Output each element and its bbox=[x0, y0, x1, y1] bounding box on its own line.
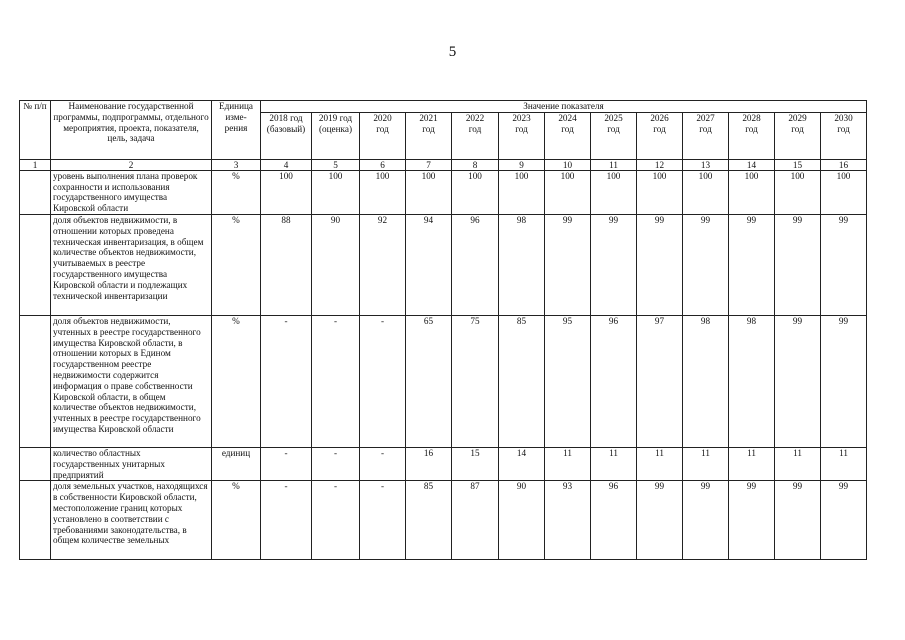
page-number: 5 bbox=[448, 44, 457, 60]
header-year bbox=[637, 112, 683, 159]
header-year bbox=[312, 112, 360, 159]
header-year-line: год bbox=[837, 123, 850, 134]
indicator-value: 87 bbox=[452, 481, 499, 560]
indicator-value: 99 bbox=[775, 315, 821, 447]
header-year-line: год bbox=[791, 123, 804, 134]
indicator-value: - bbox=[261, 447, 312, 480]
header-unit: Единица изме-рения bbox=[212, 101, 261, 160]
indicator-value: 11 bbox=[591, 447, 637, 480]
header-year-line: 2019 год bbox=[318, 112, 353, 123]
indicator-value: 95 bbox=[545, 315, 591, 447]
indicator-value: 88 bbox=[261, 214, 312, 315]
indicator-value: 100 bbox=[637, 170, 683, 214]
indicator-unit: % bbox=[212, 315, 261, 447]
indicator-value: 100 bbox=[775, 170, 821, 214]
header-year-line: 2021 bbox=[419, 112, 438, 123]
header-year bbox=[499, 112, 545, 159]
indicator-unit: % bbox=[212, 214, 261, 315]
indicator-value: 85 bbox=[406, 481, 452, 560]
header-year bbox=[775, 112, 821, 159]
column-number: 10 bbox=[545, 159, 591, 170]
indicator-value: 100 bbox=[591, 170, 637, 214]
indicator-value: 90 bbox=[499, 481, 545, 560]
indicator-value: 100 bbox=[499, 170, 545, 214]
header-year-line: 2023 bbox=[512, 112, 531, 123]
table-header bbox=[20, 101, 867, 160]
indicator-value: 100 bbox=[261, 170, 312, 214]
table-row bbox=[20, 214, 867, 315]
indicator-value: 99 bbox=[637, 481, 683, 560]
header-year-line: год bbox=[561, 123, 574, 134]
header-year bbox=[360, 112, 406, 159]
indicator-name: уровень выполнения плана проверок сохранности и использования государственного имущества Кировской области bbox=[51, 170, 212, 214]
indicator-value: 100 bbox=[545, 170, 591, 214]
indicator-value: 96 bbox=[591, 481, 637, 560]
header-year-line: 2027 bbox=[696, 112, 715, 123]
indicator-value: 75 bbox=[452, 315, 499, 447]
indicator-value: - bbox=[261, 315, 312, 447]
header-year-line: 2018 год bbox=[269, 112, 303, 123]
indicator-value: 11 bbox=[637, 447, 683, 480]
table-body bbox=[20, 159, 867, 560]
header-number: № п/п bbox=[20, 101, 51, 160]
indicator-value: 85 bbox=[499, 315, 545, 447]
indicator-value: 16 bbox=[406, 447, 452, 480]
indicator-name: доля объектов недвижимости, в отношении которых проведена техническая инвентаризация, в общем количестве объектов недвижимости, учитываемых в реестре государственного имущества Кировской области и подлежащих технической инвентаризации bbox=[51, 214, 212, 315]
header-year-line: год bbox=[422, 123, 435, 134]
indicator-value: 94 bbox=[406, 214, 452, 315]
indicator-value: 99 bbox=[683, 481, 729, 560]
row-index-cell bbox=[20, 315, 51, 447]
column-number: 1 bbox=[20, 159, 51, 170]
header-year-line: 2029 bbox=[788, 112, 807, 123]
indicator-value: 100 bbox=[360, 170, 406, 214]
indicator-value: 14 bbox=[499, 447, 545, 480]
indicator-value: 92 bbox=[360, 214, 406, 315]
column-numbers-row bbox=[20, 159, 867, 170]
indicator-value: 11 bbox=[545, 447, 591, 480]
indicator-value: 100 bbox=[452, 170, 499, 214]
indicator-value: 90 bbox=[312, 214, 360, 315]
table-row bbox=[20, 315, 867, 447]
column-number: 2 bbox=[51, 159, 212, 170]
indicator-value: - bbox=[360, 447, 406, 480]
header-year-line: год bbox=[468, 123, 482, 134]
column-number: 6 bbox=[360, 159, 406, 170]
column-number: 12 bbox=[637, 159, 683, 170]
header-year-line: (базовый) bbox=[266, 123, 306, 134]
header-year-line: 2020 bbox=[373, 112, 392, 123]
header-year-line: год bbox=[515, 123, 528, 134]
header-name: Наименование государственной программы, подпрограммы, отдельного мероприятия, проекта, показателя, цель, задача bbox=[51, 101, 212, 160]
indicator-value: 98 bbox=[499, 214, 545, 315]
indicator-value: - bbox=[360, 315, 406, 447]
header-year-line: 2028 bbox=[742, 112, 761, 123]
header-year-line: 2025 bbox=[604, 112, 623, 123]
row-index-cell bbox=[20, 447, 51, 480]
header-year-line: (оценка) bbox=[318, 123, 353, 134]
indicator-value: 11 bbox=[729, 447, 775, 480]
header-year-line: 2030 bbox=[834, 112, 853, 123]
column-number: 13 bbox=[683, 159, 729, 170]
header-year bbox=[545, 112, 591, 159]
indicator-value: 11 bbox=[821, 447, 867, 480]
indicator-value: - bbox=[261, 481, 312, 560]
indicator-unit: единиц bbox=[212, 447, 261, 480]
indicator-unit: % bbox=[212, 481, 261, 560]
indicator-value: 97 bbox=[637, 315, 683, 447]
header-year bbox=[683, 112, 729, 159]
table-row bbox=[20, 170, 867, 214]
column-number: 11 bbox=[591, 159, 637, 170]
indicator-value: 93 bbox=[545, 481, 591, 560]
indicator-value: 98 bbox=[729, 315, 775, 447]
table-row bbox=[20, 481, 867, 560]
header-year bbox=[406, 112, 452, 159]
column-number: 16 bbox=[821, 159, 867, 170]
header-year-line: год bbox=[745, 123, 758, 134]
indicator-value: 100 bbox=[406, 170, 452, 214]
indicator-value: 99 bbox=[821, 214, 867, 315]
indicator-value: 11 bbox=[775, 447, 821, 480]
indicator-value: 15 bbox=[452, 447, 499, 480]
column-number: 8 bbox=[452, 159, 499, 170]
indicator-value: 96 bbox=[591, 315, 637, 447]
header-values: Значение показателя bbox=[261, 101, 867, 113]
column-number: 7 bbox=[406, 159, 452, 170]
header-year-line: год bbox=[653, 123, 666, 134]
indicator-value: 99 bbox=[821, 315, 867, 447]
indicator-value: 100 bbox=[729, 170, 775, 214]
header-year-line: 2024 bbox=[558, 112, 577, 123]
indicator-value: - bbox=[360, 481, 406, 560]
table-row bbox=[20, 447, 867, 480]
column-number: 15 bbox=[775, 159, 821, 170]
indicator-value: 11 bbox=[683, 447, 729, 480]
indicator-value: 65 bbox=[406, 315, 452, 447]
indicator-value: - bbox=[312, 447, 360, 480]
indicator-value: 99 bbox=[545, 214, 591, 315]
header-year bbox=[821, 112, 867, 159]
indicator-value: 99 bbox=[729, 214, 775, 315]
indicator-value: 96 bbox=[452, 214, 499, 315]
indicator-value: 100 bbox=[821, 170, 867, 214]
header-year bbox=[452, 112, 499, 159]
indicator-value: 99 bbox=[637, 214, 683, 315]
column-number: 9 bbox=[499, 159, 545, 170]
indicator-value: 98 bbox=[683, 315, 729, 447]
header-year bbox=[591, 112, 637, 159]
indicator-value: - bbox=[312, 481, 360, 560]
indicator-value: 99 bbox=[683, 214, 729, 315]
indicator-value: 100 bbox=[683, 170, 729, 214]
header-year-line: 2022 bbox=[465, 112, 485, 123]
row-index-cell bbox=[20, 170, 51, 214]
header-year-line: год bbox=[607, 123, 620, 134]
indicators-table bbox=[19, 100, 867, 560]
column-number: 14 bbox=[729, 159, 775, 170]
header-year-line: год bbox=[376, 123, 389, 134]
header-year bbox=[729, 112, 775, 159]
indicator-unit: % bbox=[212, 170, 261, 214]
header-year bbox=[261, 112, 312, 159]
indicator-name: доля объектов недвижимости, учтенных в реестре государственного имущества Кировской области, в отношении которых в Едином государственном реестре недвижимости содержится информация о праве собственности Кировской области, в общем количестве объектов недвижимости, учтенных в реестре государственного имущества Кировской области bbox=[51, 315, 212, 447]
indicator-value: 99 bbox=[729, 481, 775, 560]
column-number: 3 bbox=[212, 159, 261, 170]
row-index-cell bbox=[20, 481, 51, 560]
indicator-name: доля земельных участков, находящихся в собственности Кировской области, местоположение границ которых установлено в соответствии с требованиями законодательства, в общем количестве земельных bbox=[51, 481, 212, 560]
header-year-line: 2026 bbox=[650, 112, 669, 123]
indicator-value: 100 bbox=[312, 170, 360, 214]
indicator-value: 99 bbox=[821, 481, 867, 560]
indicator-name: количество областных государственных унитарных предприятий bbox=[51, 447, 212, 480]
column-number: 4 bbox=[261, 159, 312, 170]
indicator-value: 99 bbox=[775, 214, 821, 315]
column-number: 5 bbox=[312, 159, 360, 170]
row-index-cell bbox=[20, 214, 51, 315]
indicator-value: 99 bbox=[591, 214, 637, 315]
header-year-line: год bbox=[699, 123, 712, 134]
indicator-value: 99 bbox=[775, 481, 821, 560]
indicator-value: - bbox=[312, 315, 360, 447]
